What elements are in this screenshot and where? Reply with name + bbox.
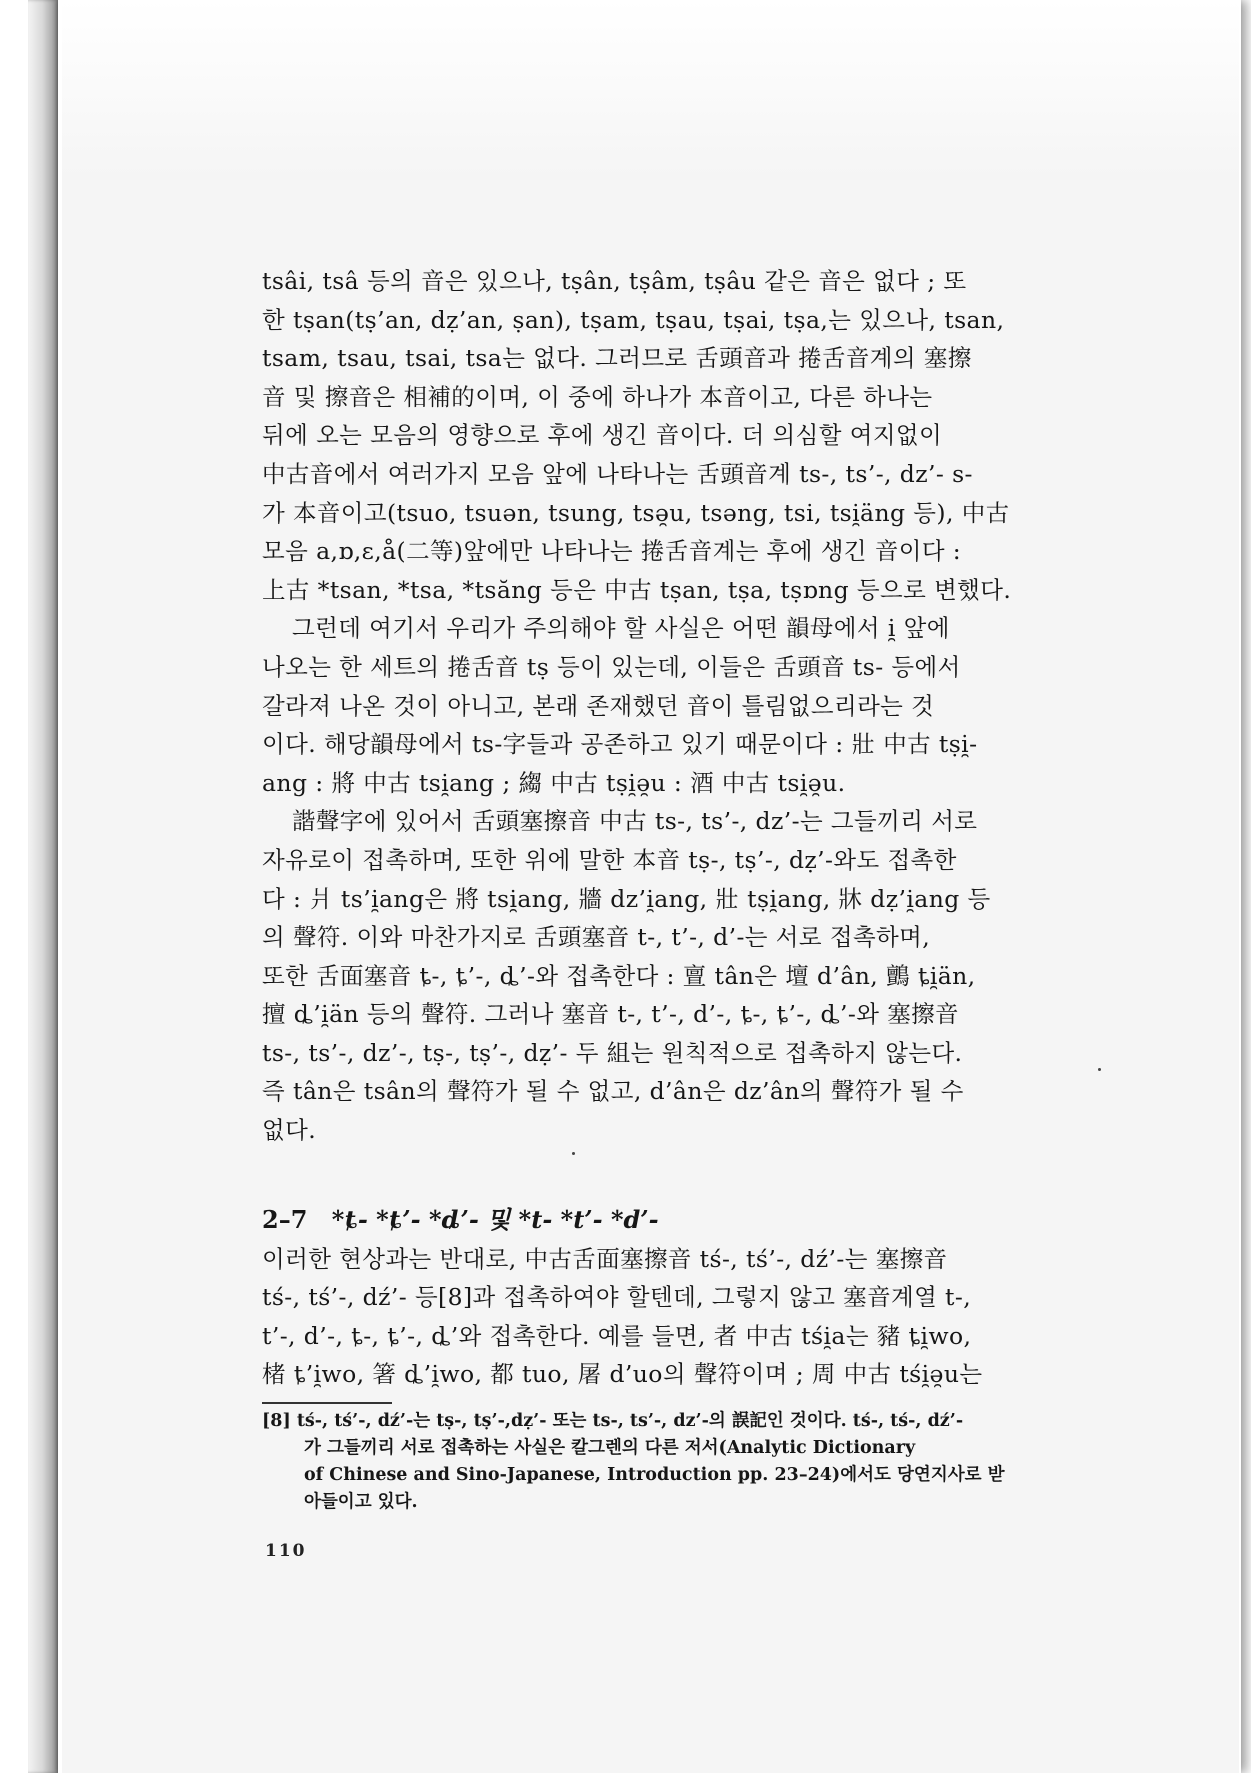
ink-speck — [572, 1152, 575, 1155]
text-line: 모음 a,ɒ,ɛ,å(二等)앞에만 나타나는 捲舌音계는 후에 생긴 音이다 : — [262, 537, 962, 566]
text-line: 없다. — [262, 1116, 317, 1145]
paragraph-2 — [262, 609, 1094, 802]
text-line: ang : 將 中古 tsi̯ang ; 縐 中古 tṣi̯ə̯u : 酒 中古 tsi̯ə̯u. — [262, 768, 846, 797]
footnote-rule — [262, 1402, 392, 1404]
ink-speck — [1098, 1068, 1101, 1071]
section-title: *ȶ- *ȶ’- *ȡ’- 및 *t- *t’- *d’- — [331, 1204, 659, 1234]
page-body — [262, 262, 1094, 1516]
text-line: 諧聲字에 있어서 舌頭塞擦音 中古 ts-, ts’-, dz’-는 그들끼리 서로 — [292, 807, 978, 836]
text-line: 갈라져 나온 것이 아니고, 본래 존재했던 音이 틀림없으리라는 것 — [262, 691, 935, 720]
text-line: ts-, ts’-, dz’-, tṣ-, tṣ’-, dẓ’- 두 組는 원칙적으로 접촉하지 않는다. — [262, 1038, 963, 1067]
section-heading — [262, 1200, 1094, 1240]
text-line: 나오는 한 세트의 捲舌音 tṣ 등이 있는데, 이들은 舌頭音 ts- 등에서 — [262, 652, 961, 681]
text-line: 가 本音이고(tsuo, tsuən, tsung, tsə̯u, tsəng, tsi, tsi̯äng 등), 中古 — [262, 498, 1010, 527]
footnote-line: 아들이고 있다. — [304, 1491, 418, 1512]
text-line: 楮 ȶ’i̯wo, 箸 ȡ’i̯wo, 都 tuo, 屠 d’uo의 聲符이며 ; 周 中古 tśi̯ə̯u는 — [262, 1360, 983, 1389]
text-line: 그런데 여기서 우리가 주의해야 할 사실은 어떤 韻母에서 i̯ 앞에 — [292, 614, 950, 643]
text-line: 뒤에 오는 모음의 영향으로 후에 생긴 音이다. 더 의심할 여지없이 — [262, 421, 943, 450]
paragraph-4 — [262, 1240, 1094, 1394]
text-line: t’-, d’-, ȶ-, ȶ’-, ȡ’와 접촉한다. 예를 들면, 者 中古 tśi̯a는 豬 ȶi̯wo, — [262, 1321, 972, 1350]
text-line: tś-, tś’-, dź’- 등[8]과 접촉하여야 할텐데, 그렇지 않고 塞音계열 t-, — [262, 1283, 972, 1312]
text-line: 中古音에서 여러가지 모음 앞에 나타나는 舌頭音계 ts-, ts’-, dz’- s- — [262, 459, 973, 488]
paragraph-3 — [262, 802, 1094, 1149]
text-line: 上古 *tsan, *tsa, *tsăng 등은 中古 tṣan, tṣa, tṣɒng 등으로 변했다. — [262, 575, 1012, 604]
text-line: 또한 舌面塞音 ȶ-, ȶ’-, ȡ’-와 접촉한다 : 亶 tân은 壇 d’ân, 鸇 ȶi̯än, — [262, 961, 976, 990]
text-line: 자유로이 접촉하며, 또한 위에 말한 本音 tṣ-, tṣ’-, dẓ’-와도 접촉한 — [262, 845, 957, 874]
text-line: tsâi, tsâ 등의 音은 있으나, tṣân, tṣâm, tṣâu 같은 音은 없다 ; 또 — [262, 267, 967, 295]
text-line: 한 tṣan(tṣ’an, dẓ’an, ṣan), tṣam, tṣau, tṣai, tṣa,는 있으나, tsan, — [262, 305, 1005, 334]
page-number: 110 — [265, 1541, 307, 1561]
text-line: 이러한 현상과는 반대로, 中古舌面塞擦音 tś-, tś’-, dź’-는 塞擦音 — [262, 1244, 948, 1273]
book-spine-edge — [28, 0, 60, 1773]
text-line: 다 : 爿 ts’i̯ang은 將 tsi̯ang, 牆 dz’i̯ang, 壯 tṣi̯ang, 牀 dẓ’i̯ang 등 — [262, 884, 991, 913]
text-line: 擅 ȡ’i̯än 등의 聲符. 그러나 塞音 t-, t’-, d’-, ȶ-, ȶ’-, ȡ’-와 塞擦音 — [262, 1000, 959, 1029]
text-line: 의 聲符. 이와 마찬가지로 舌頭塞音 t-, t’-, d’-는 서로 접촉하며, — [262, 923, 931, 952]
text-line: tsam, tsau, tsai, tsa는 없다. 그러므로 舌頭音과 捲舌音계의 塞擦 — [262, 344, 972, 373]
footnote — [262, 1408, 1094, 1516]
footnote-line: 가 그들끼리 서로 접촉하는 사실은 칼그렌의 다른 저서(Analytic Dictionary — [304, 1437, 916, 1458]
text-line: 즉 tân은 tsân의 聲符가 될 수 없고, d’ân은 dz’ân의 聲符가 될 수 — [262, 1077, 964, 1106]
footnote-line: of Chinese and Sino-Japanese, Introduction pp. 23–24)에서도 당연지사로 받 — [304, 1464, 1005, 1485]
text-line: 이다. 해당韻母에서 ts-字들과 공존하고 있기 때문이다 : 壯 中古 tṣi̯- — [262, 730, 978, 759]
footnote-line: [8] tś-, tś’-, dź’-는 tṣ-, tṣ’-,dẓ’- 또는 ts-, ts’-, dz’-의 誤記인 것이다. tś-, tś-, dź’- — [262, 1410, 964, 1431]
section-number: 2–7 — [262, 1204, 308, 1234]
text-line: 音 및 擦音은 相補的이며, 이 중에 하나가 本音이고, 다른 하나는 — [262, 382, 933, 411]
paragraph-1 — [262, 262, 1094, 609]
